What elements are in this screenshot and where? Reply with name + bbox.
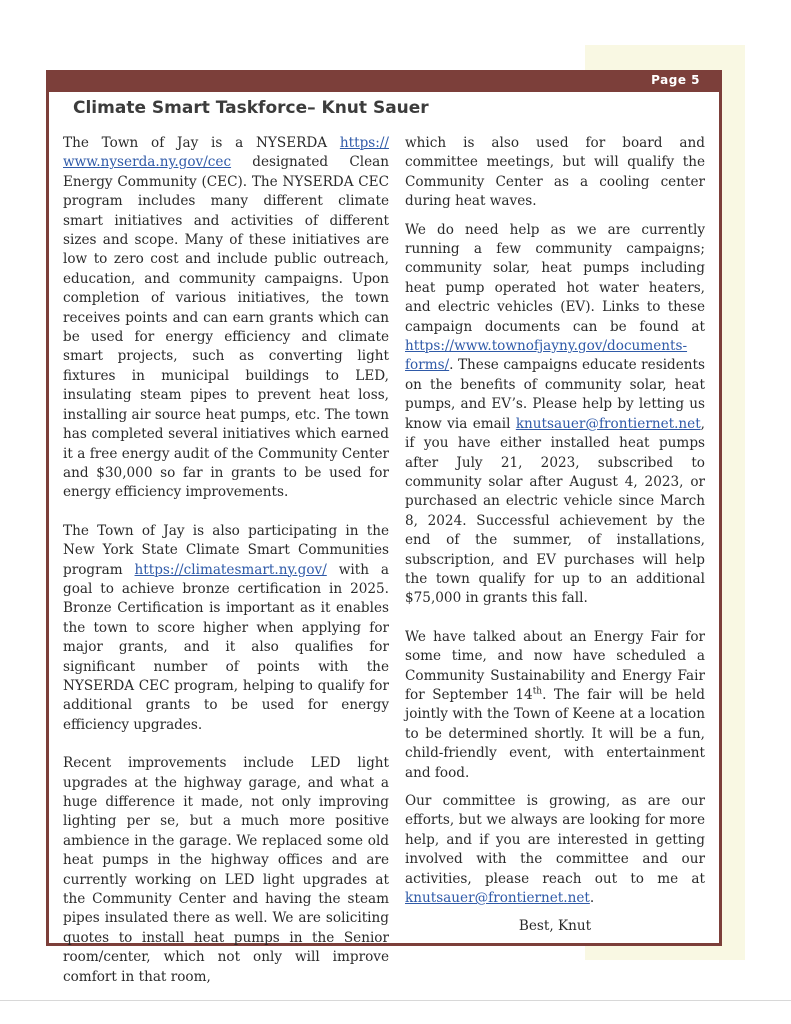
header-bar xyxy=(46,70,722,92)
paragraph-improvements: Recent improvements include LED light upgrades at the highway garage, and what a huge difference it made, not only improving lighting per se, but a much more positive ambience in the garage. We replaced some old heat pumps in the highway offices and are currently working on LED light upgrades at the Community Center and having the steam pipes insulated there as well. We are soliciting quotes to install heat pumps in the Senior room/center, which not only will improve comfort in that room, xyxy=(63,755,389,985)
text: , if you have either installed heat pumps after July 21, 2023, subscribed to community solar after August 4, 2023, or purchased an electric vehicle since March 8, 2024. Successful achievement by the end of the summer, of installations, subscription, and EV purchases will help the town qualify for up to an additional $75,000 in grants this fall. xyxy=(405,415,705,607)
email-link[interactable]: knutsauer@frontiernet.net xyxy=(515,415,701,432)
paragraph-cec xyxy=(63,134,389,503)
text: Our committee is growing, as are our efforts, but we always are looking for more help, and if you are interested in getting involved with the committee and our activities, please reach out to me at xyxy=(405,793,705,887)
text: with a goal to achieve bronze certification in 2025. Bronze Certification is important as it enables the town to score higher when applying for major grants, and it also qualifies for significant number of points with the NYSERDA CEC program, helping to qualify for additional grants to be used for energy efficiency upgrades. xyxy=(63,561,389,733)
text: The Town of Jay is a NYSERDA xyxy=(63,135,340,151)
text: We do need help as we are currently running a few community campaigns; community solar, heat pumps including heat pump operated hot water heaters, and electric vehicles (EV). Links to these campaign documents can be found at xyxy=(405,221,705,335)
text: . The fair will be held jointly with the Town of Keene at a location to be determined shortly. It will be a fun, child-friendly event, with entertainment and food. xyxy=(405,686,705,781)
paragraph-energy-fair xyxy=(405,628,705,783)
paragraph-continued: which is also used for board and committee meetings, but will qualify the Community Center as a cooling center during heat waves. xyxy=(405,135,705,210)
page-number: Page 5 xyxy=(651,73,700,87)
nyserda-link[interactable]: https://​www.nyserda.ny.gov/cec xyxy=(63,135,389,171)
superscript: th xyxy=(532,686,543,697)
text: . xyxy=(589,890,595,907)
article-title: Climate Smart Taskforce– Knut Sauer xyxy=(73,98,429,118)
paragraph-climate-smart xyxy=(63,522,389,735)
email-link-2[interactable]: knutsauer@frontiernet.net xyxy=(405,890,590,907)
page-edge-line xyxy=(0,1000,791,1001)
article-frame xyxy=(46,70,722,985)
documents-link[interactable]: https://​www.townofjayny.gov/documents-​forms/ xyxy=(405,338,688,374)
text: . These campaigns educate residents on the benefits of community solar, heat pumps, and EV’s. Please help by letting us know via email xyxy=(405,357,705,432)
text: designated Clean Energy Community (CEC). The NYSERDA CEC program includes many different climate smart initiatives and activities of different sizes and scope. Many of these initiatives are low to zero cost and include public outreach, education, and community campaigns. Upon completion of various initiatives, the town receives points and can earn grants which can be used for energy efficiency and climate smart projects, such as converting light fixtures in municipal buildings to LED, insulating steam pipes to prevent heat loss, installing air source heat pumps, etc. The town has completed several initiatives which earned it a free energy audit of the Community Center and $30,000 so far in grants to be used for energy efficiency improvements. xyxy=(63,154,389,501)
text: The Town of Jay is also participating in the New York State Climate Smart Communities program xyxy=(63,522,389,578)
right-column xyxy=(405,134,705,956)
paragraph-committee xyxy=(405,792,705,908)
text: We have talked about an Energy Fair for some time, and now have scheduled a Community Sustainability and Energy Fair for September 14 xyxy=(405,628,705,703)
climatesmart-link[interactable]: https://climatesmart.ny.gov/ xyxy=(134,561,327,578)
signature: Best, Knut xyxy=(518,918,592,935)
paragraph-campaigns xyxy=(405,221,705,609)
article-panel xyxy=(49,92,719,985)
left-column xyxy=(63,134,389,1006)
